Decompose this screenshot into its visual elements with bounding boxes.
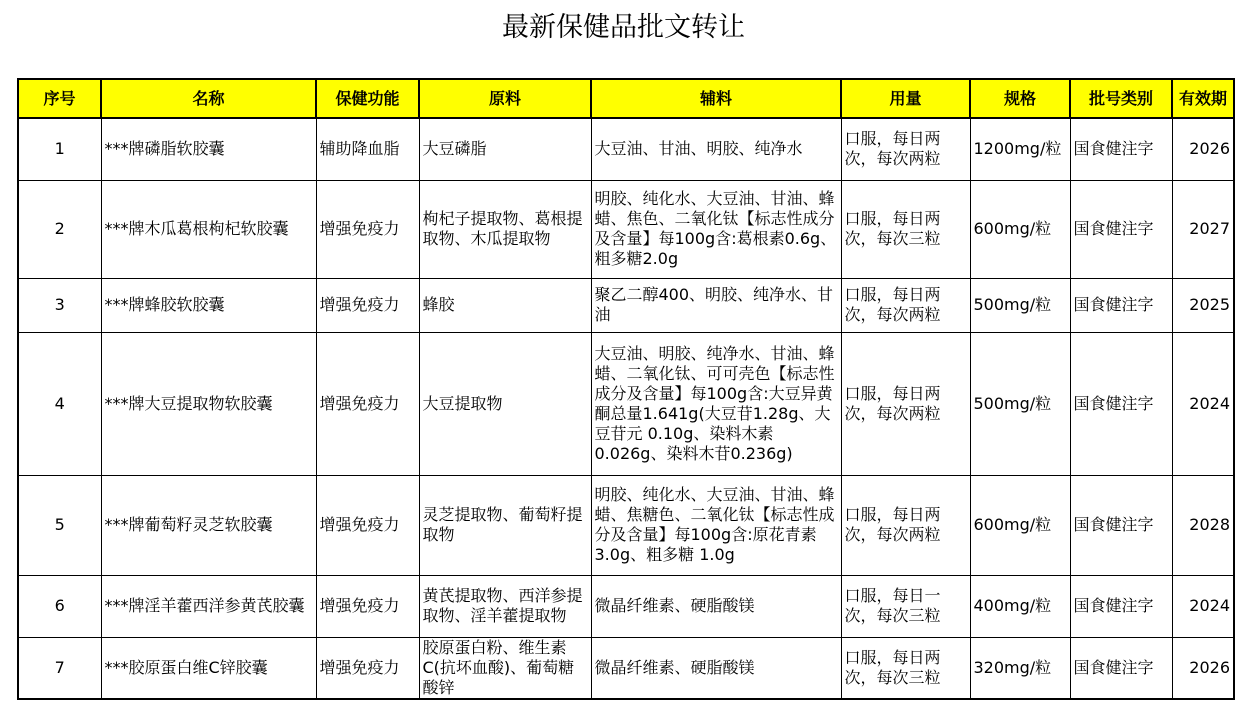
cell-expiry: 2025 <box>1172 278 1234 332</box>
cell-expiry: 2024 <box>1172 332 1234 475</box>
cell-excipient: 明胶、纯化水、大豆油、甘油、蜂蜡、焦糖色、二氧化钛【标志性成分及含量】每100g含:原花青素 3.0g、粗多糖 1.0g <box>591 475 841 575</box>
cell-dosage: 口服，每日一次，每次三粒 <box>841 575 970 637</box>
cell-name: ***牌磷脂软胶囊 <box>101 118 316 180</box>
cell-raw: 枸杞子提取物、葛根提取物、木瓜提取物 <box>419 180 591 278</box>
cell-dosage: 口服，每日两次，每次两粒 <box>841 475 970 575</box>
cell-function: 增强免疫力 <box>316 475 419 575</box>
cell-name: ***牌木瓜葛根枸杞软胶囊 <box>101 180 316 278</box>
header-expiry: 有效期 <box>1172 79 1234 118</box>
cell-category: 国食健注字 <box>1070 575 1172 637</box>
cell-name: ***牌蜂胶软胶囊 <box>101 278 316 332</box>
header-no: 序号 <box>18 79 101 118</box>
cell-raw: 灵芝提取物、葡萄籽提取物 <box>419 475 591 575</box>
table-row <box>18 118 1234 180</box>
table-row <box>18 180 1234 278</box>
cell-name: ***胶原蛋白维C锌胶囊 <box>101 637 316 699</box>
cell-excipient: 微晶纤维素、硬脂酸镁 <box>591 575 841 637</box>
cell-expiry: 2026 <box>1172 637 1234 699</box>
header-excipient: 辅料 <box>591 79 841 118</box>
cell-category: 国食健注字 <box>1070 278 1172 332</box>
header-dosage: 用量 <box>841 79 970 118</box>
cell-spec: 600mg/粒 <box>970 180 1070 278</box>
cell-function: 增强免疫力 <box>316 278 419 332</box>
cell-spec: 320mg/粒 <box>970 637 1070 699</box>
cell-raw: 大豆磷脂 <box>419 118 591 180</box>
table-row <box>18 278 1234 332</box>
cell-category: 国食健注字 <box>1070 637 1172 699</box>
cell-dosage: 口服，每日两次，每次两粒 <box>841 332 970 475</box>
header-spec: 规格 <box>970 79 1070 118</box>
cell-name: ***牌大豆提取物软胶囊 <box>101 332 316 475</box>
cell-no: 6 <box>18 575 101 637</box>
cell-spec: 1200mg/粒 <box>970 118 1070 180</box>
header-raw: 原料 <box>419 79 591 118</box>
cell-function: 增强免疫力 <box>316 180 419 278</box>
cell-no: 5 <box>18 475 101 575</box>
header-row <box>18 79 1234 118</box>
header-function: 保健功能 <box>316 79 419 118</box>
cell-excipient: 明胶、纯化水、大豆油、甘油、蜂蜡、焦色、二氧化钛【标志性成分及含量】每100g含:葛根素0.6g、粗多糖2.0g <box>591 180 841 278</box>
table-row <box>18 637 1234 699</box>
table-row <box>18 332 1234 475</box>
cell-no: 4 <box>18 332 101 475</box>
cell-expiry: 2024 <box>1172 575 1234 637</box>
cell-spec: 600mg/粒 <box>970 475 1070 575</box>
cell-raw: 蜂胶 <box>419 278 591 332</box>
cell-no: 7 <box>18 637 101 699</box>
cell-function: 辅助降血脂 <box>316 118 419 180</box>
cell-name: ***牌葡萄籽灵芝软胶囊 <box>101 475 316 575</box>
cell-expiry: 2027 <box>1172 180 1234 278</box>
cell-dosage: 口服，每日两次，每次三粒 <box>841 180 970 278</box>
cell-spec: 500mg/粒 <box>970 332 1070 475</box>
cell-expiry: 2028 <box>1172 475 1234 575</box>
cell-name: ***牌淫羊藿西洋参黄芪胶囊 <box>101 575 316 637</box>
cell-expiry: 2026 <box>1172 118 1234 180</box>
page-title: 最新保健品批文转让 <box>502 12 745 43</box>
cell-raw: 胶原蛋白粉、维生素C(抗坏血酸)、葡萄糖酸锌 <box>419 637 591 699</box>
table-row <box>18 575 1234 637</box>
cell-raw: 黄芪提取物、西洋参提取物、淫羊藿提取物 <box>419 575 591 637</box>
cell-excipient: 微晶纤维素、硬脂酸镁 <box>591 637 841 699</box>
cell-category: 国食健注字 <box>1070 475 1172 575</box>
cell-excipient: 聚乙二醇400、明胶、纯净水、甘油 <box>591 278 841 332</box>
cell-excipient: 大豆油、明胶、纯净水、甘油、蜂蜡、二氧化钛、可可壳色【标志性成分及含量】每100g含:大豆异黄酮总量1.641g(大豆苷1.28g、大豆苷元 0.10g、染料木素0.026g、染料木苷0.236g) <box>591 332 841 475</box>
table-row <box>18 475 1234 575</box>
cell-category: 国食健注字 <box>1070 180 1172 278</box>
cell-category: 国食健注字 <box>1070 332 1172 475</box>
cell-dosage: 口服，每日两次，每次三粒 <box>841 637 970 699</box>
header-name: 名称 <box>101 79 316 118</box>
product-table <box>17 78 1235 700</box>
cell-function: 增强免疫力 <box>316 637 419 699</box>
cell-no: 2 <box>18 180 101 278</box>
cell-spec: 400mg/粒 <box>970 575 1070 637</box>
cell-category: 国食健注字 <box>1070 118 1172 180</box>
header-category: 批号类别 <box>1070 79 1172 118</box>
cell-no: 1 <box>18 118 101 180</box>
cell-function: 增强免疫力 <box>316 332 419 475</box>
cell-no: 3 <box>18 278 101 332</box>
cell-excipient: 大豆油、甘油、明胶、纯净水 <box>591 118 841 180</box>
cell-spec: 500mg/粒 <box>970 278 1070 332</box>
cell-function: 增强免疫力 <box>316 575 419 637</box>
cell-raw: 大豆提取物 <box>419 332 591 475</box>
cell-dosage: 口服，每日两次，每次两粒 <box>841 118 970 180</box>
cell-dosage: 口服，每日两次，每次两粒 <box>841 278 970 332</box>
